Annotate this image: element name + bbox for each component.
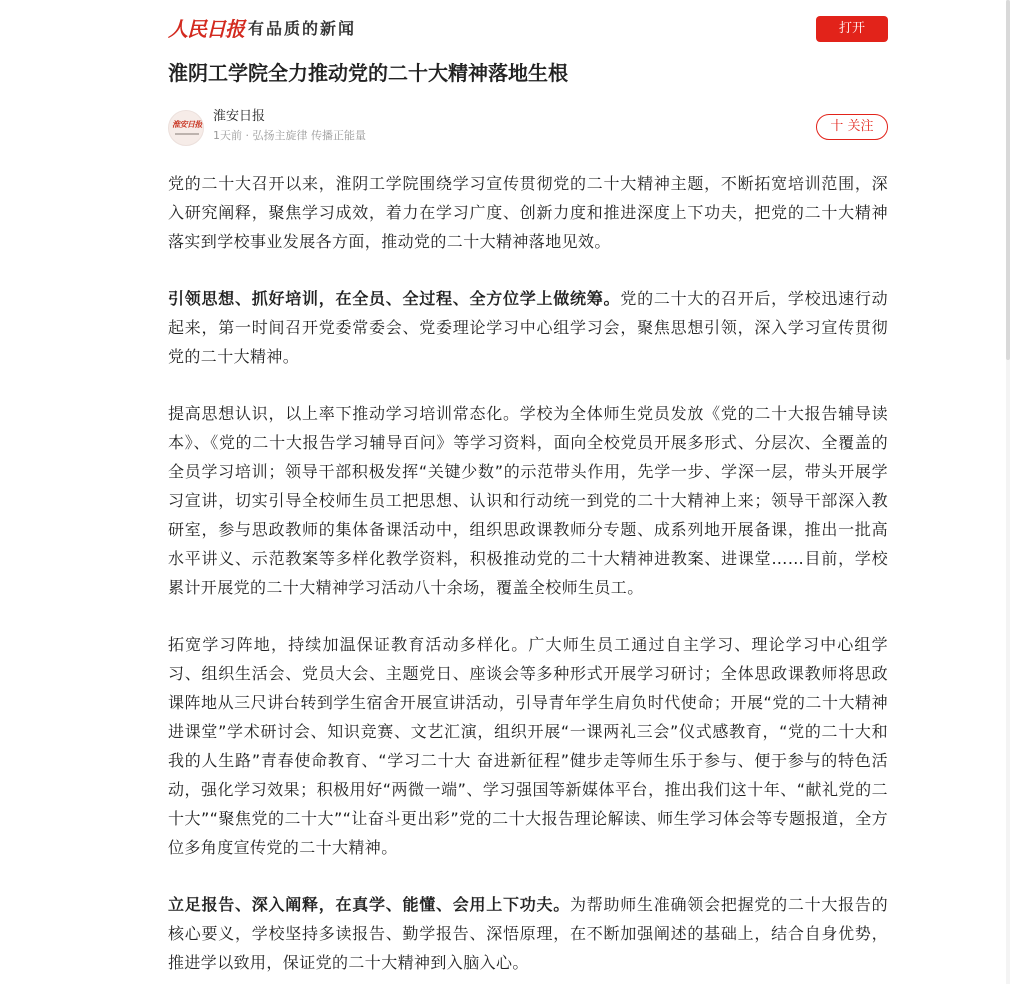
author-meta: 1天前 · 弘扬主旋律 传播正能量 <box>213 129 366 142</box>
avatar-subline <box>175 133 199 135</box>
paragraph-text: 拓宽学习阵地，持续加温保证教育活动多样化。广大师生员工通过自主学习、理论学习中心组学习、组织生活会、党员大会、主题党日、座谈会等多种形式开展学习研讨；全体思政课教师将思政课阵地从三尺讲台转到学生宿舍开展宣讲活动，引导青年学生肩负时代使命；开展“党的二十大精神进课堂”学术研讨会、知识竞赛、文艺汇演，组织开展“一课两礼三会”仪式感教育，“党的二十大和我的人生路”青春使命教育、“学习二十大 奋进新征程”健步走等师生乐于参与、便于参与的特色活动，强化学习效果；积极用好“两微一端”、学习强国等新媒体平台，推出我们这十年、“献礼党的二十大”“聚焦党的二十大”“让奋斗更出彩”党的二十大报告理论解读、师生学习体会等专题报道，全方位多角度宣传党的二十大精神。 <box>168 635 888 857</box>
paragraph-text: 党的二十大召开以来，淮阴工学院围绕学习宣传贯彻党的二十大精神主题，不断拓宽培训范围，深入研究阐释，聚焦学习成效，着力在学习广度、创新力度和推进深度上下功夫，把党的二十大精神落实到学校事业发展各方面，推动党的二十大精神落地见效。 <box>168 174 888 251</box>
paragraph-lead: 引领思想、抓好培训，在全员、全过程、全方位学上做统筹。 <box>168 289 621 308</box>
top-bar <box>168 14 888 44</box>
open-app-button[interactable]: 打开 <box>816 16 888 42</box>
article-paragraph <box>168 630 888 862</box>
author-row <box>168 108 888 148</box>
paragraph-text: 提高思想认识，以上率下推动学习培训常态化。学校为全体师生党员发放《党的二十大报告辅导读本》、《党的二十大报告学习辅导百问》等学习资料，面向全校党员开展多形式、分层次、全覆盖的全员学习培训；领导干部积极发挥“关键少数”的示范带头作用，先学一步、学深一层，带头开展学习宣讲，切实引导全校师生员工把思想、认识和行动统一到党的二十大精神上来；领导干部深入教研室，参与思政教师的集体备课活动中，组织思政课教师分专题、成系列地开展备课，推出一批高水平讲义、示范教案等多样化教学资料，积极推动党的二十大精神进教案、进课堂……目前，学校累计开展党的二十大精神学习活动八十余场，覆盖全校师生员工。 <box>168 404 888 597</box>
scrollbar[interactable] <box>1006 0 1010 984</box>
author-name[interactable]: 淮安日报 <box>213 109 266 124</box>
avatar-logo-text: 淮安日报 <box>172 119 202 129</box>
scrollbar-thumb[interactable] <box>1006 0 1010 360</box>
article-paragraph <box>168 169 888 256</box>
article-paragraph <box>168 284 888 371</box>
logo[interactable]: 人民日报 <box>168 17 244 41</box>
slogan: 有品质的新闻 <box>248 19 357 38</box>
paragraph-text: 为帮助师生准确领会把握党的二十大报告的核心要义，学校坚持多读报告、勤学报告、深悟原理，在不断加强阐述的基础上，结合自身优势，推进学以致用，保证党的二十大精神到入脑入心。 <box>168 895 888 972</box>
article-title: 淮阴工学院全力推动党的二十大精神落地生根 <box>168 61 568 85</box>
article-paragraph <box>168 890 888 977</box>
paragraph-lead: 立足报告、深入阐释，在真学、能懂、会用上下功夫。 <box>168 895 571 914</box>
author-avatar[interactable] <box>168 110 204 146</box>
article-body <box>168 169 888 1005</box>
paragraph-text: 党的二十大的召开后，学校迅速行动起来，第一时间召开党委常委会、党委理论学习中心组学习会，聚焦思想引领，深入学习宣传贯彻党的二十大精神。 <box>168 289 888 366</box>
follow-button[interactable]: 十 关注 <box>816 114 888 140</box>
article-paragraph <box>168 399 888 602</box>
